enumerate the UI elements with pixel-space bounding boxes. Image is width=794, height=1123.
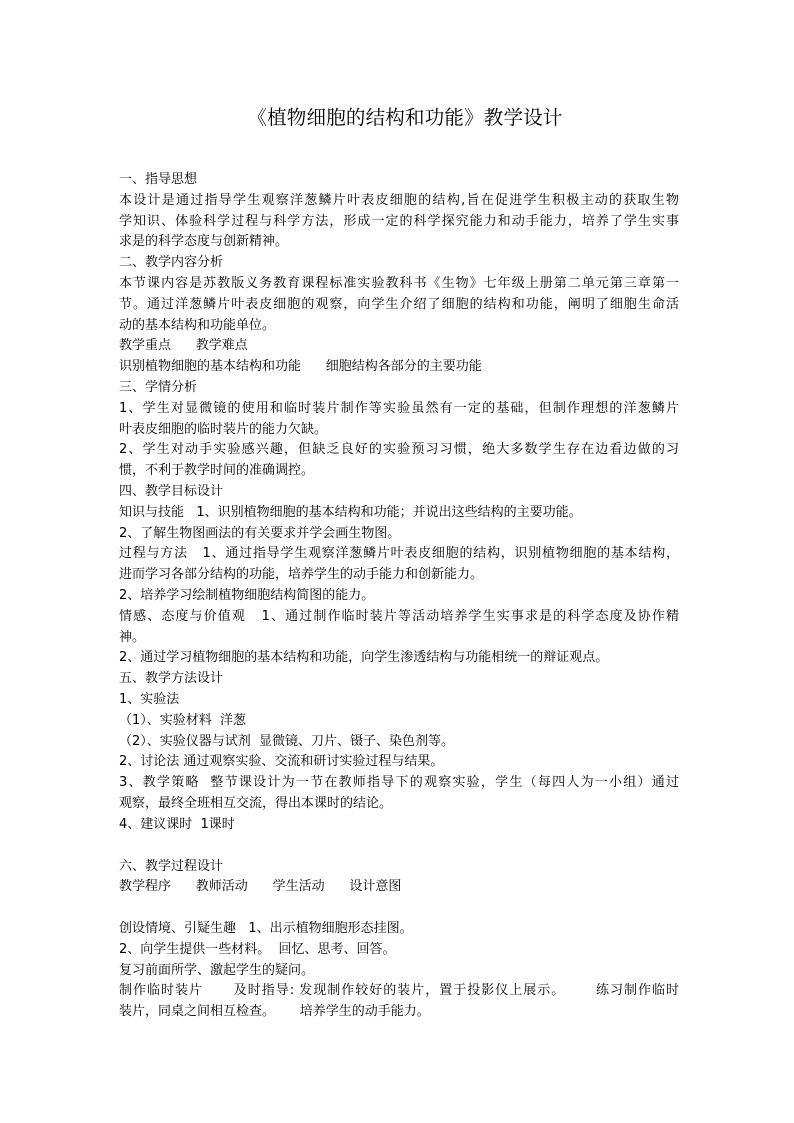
document-line: 装片，同桌之间相互检查。 培养学生的动手能力。 [119, 1004, 430, 1020]
document-line: 神。 [119, 629, 146, 645]
document-line: 节。通过洋葱鳞片叶表皮细胞的观察，向学生介绍了细胞的结构和功能，阐明了细胞生命活 [119, 296, 679, 312]
document-page [119, 100, 679, 1023]
document-line: 2、通过学习植物细胞的基本结构和功能，向学生渗透结构与功能相统一的辩证观点。 [119, 650, 609, 666]
document-line: 3、教学策略 整节课设计为一节在教师指导下的观察实验，学生（每四人为一小组）通过 [119, 775, 679, 791]
document-line: 进而学习各部分结构的功能，培养学生的动手能力和创新能力。 [119, 567, 484, 583]
blank-line [119, 836, 679, 857]
document-line: 求是的科学态度与创新精神。 [119, 234, 289, 250]
document-line: 四、教学目标设计 [119, 483, 224, 499]
document-line: 教学重点 教学难点 [119, 338, 248, 354]
document-line: 本设计是通过指导学生观察洋葱鳞片叶表皮细胞的结构,旨在促进学生积极主动的获取生物 [119, 192, 679, 208]
document-line: 叶表皮细胞的临时装片的能力欠缺。 [119, 421, 328, 437]
document-line: 知识与技能 1、识别植物细胞的基本结构和功能；并说出这些结构的主要功能。 [119, 504, 582, 520]
document-line: 惯，不利于教学时间的准确调控。 [119, 463, 315, 479]
document-line: 五、教学方法设计 [119, 671, 224, 687]
document-title: 《植物细胞的结构和功能》教学设计 [247, 106, 563, 129]
document-line: 情感、态度与价值观 1、通过制作临时装片等活动培养学生实事求是的科学态度及协作精 [119, 608, 679, 624]
document-line: （1）、实验材料 洋葱 [119, 712, 247, 728]
document-line: 识别植物细胞的基本结构和功能 细胞结构各部分的主要功能 [119, 359, 482, 375]
document-line: 教学程序 教师活动 学生活动 设计意图 [119, 879, 402, 895]
document-line: 一、指导思想 [119, 172, 198, 187]
document-line: 二、教学内容分析 [119, 255, 224, 271]
document-line: 2、讨论法 通过观察实验、交流和研讨实验过程与结果。 [119, 754, 444, 770]
document-line: 1、实验法 [119, 691, 180, 707]
document-line: 学知识、体验科学过程与科学方法，形成一定的科学探究能力和动手能力，培养了学生实事 [119, 213, 679, 229]
blank-line [119, 898, 679, 919]
document-line: 4、建议课时 1课时 [119, 816, 235, 832]
document-line: 三、学情分析 [119, 379, 198, 395]
document-line: 2、学生对动手实验感兴趣，但缺乏良好的实验预习习惯，绝大多数学生存在边看边做的习 [119, 442, 679, 458]
document-line: 过程与方法 1、通过指导学生观察洋葱鳞片叶表皮细胞的结构，识别植物细胞的基本结构， [119, 546, 679, 562]
document-line: 制作临时装片 及时指导: 发现制作较好的装片，置于投影仪上展示。 练习制作临时 [119, 983, 679, 999]
document-line: 2、向学生提供一些材料。 回忆、思考、回答。 [119, 941, 396, 957]
document-line: 动的基本结构和功能单位。 [119, 317, 276, 333]
document-line: 六、教学过程设计 [119, 858, 224, 874]
document-line: 1、学生对显微镜的使用和临时装片制作等实验虽然有一定的基础，但制作理想的洋葱鳞片 [119, 400, 679, 416]
document-line: 复习前面所学、激起学生的疑问。 [119, 962, 315, 978]
document-line: 本节课内容是苏教版义务教育课程标准实验教科书《生物》七年级上册第二单元第三章第一 [119, 275, 679, 291]
document-line: （2）、实验仪器与试剂 显微镜、刀片、镊子、染色剂等。 [119, 733, 455, 749]
document-body [119, 170, 679, 1023]
document-line: 2、了解生物图画法的有关要求并学会画生物图。 [119, 525, 401, 541]
document-line: 2、培养学习绘制植物细胞结构简图的能力。 [119, 587, 375, 603]
document-line: 创设情境、引疑生趣 1、出示植物细胞形态挂图。 [119, 921, 413, 937]
document-line: 观察，最终全班相互交流，得出本课时的结论。 [119, 795, 393, 811]
